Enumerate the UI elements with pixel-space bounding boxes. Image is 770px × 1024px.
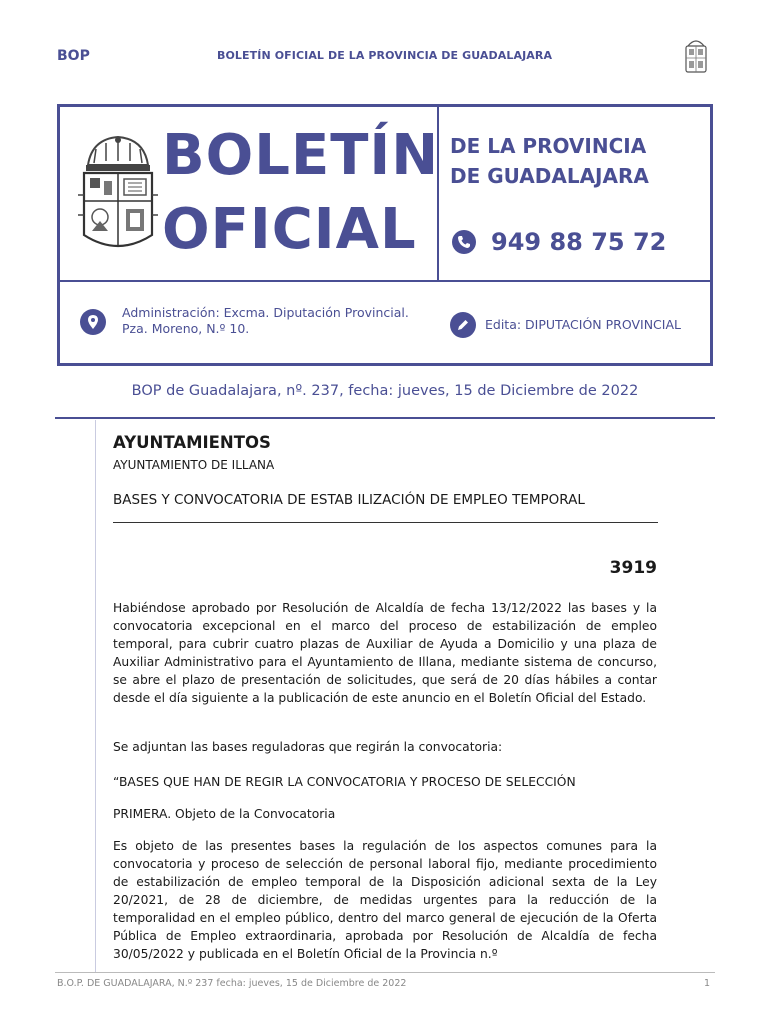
masthead-oficial: OFICIAL <box>162 197 417 262</box>
document-title: BASES Y CONVOCATORIA DE ESTAB ILIZACIÓN DE EMPLEO TEMPORAL <box>113 492 585 508</box>
paragraph: Habiéndose aprobado por Resolución de Alcaldía de fecha 13/12/2022 las bases y la convocatoria excepcional en el marco del proceso de estabilización de empleo temporal, para cubrir cuatro plazas de Auxiliar de Ayuda a Domicilio y una plaza de Auxiliar Administrativo para el Ayuntamiento de Illana, mediante sistema de concurso, se abre el plazo de presentación de solicitudes, que será de 20 días hábiles a contar desde el día siguiente a la publicación de este anuncio en el Boletín Oficial del Estado. <box>113 601 657 705</box>
address-line1: Administración: Excma. Diputación Provincial. <box>122 305 409 320</box>
masthead-provincia-line1: DE LA PROVINCIA <box>450 134 647 158</box>
coat-of-arms-icon <box>683 36 709 74</box>
paragraph: PRIMERA. Objeto de la Convocatoria <box>113 807 336 821</box>
masthead <box>57 104 713 366</box>
edita-text: Edita: DIPUTACIÓN PROVINCIAL <box>485 317 681 332</box>
footer-text: B.O.P. DE GUADALAJARA, N.º 237 fecha: jueves, 15 de Diciembre de 2022 <box>57 978 407 989</box>
coat-of-arms-icon <box>78 135 158 257</box>
phone-number: 949 88 75 72 <box>491 228 667 256</box>
phone-block <box>452 227 666 257</box>
announcement-number: 3919 <box>609 558 657 578</box>
divider <box>55 417 715 419</box>
masthead-boletin: BOLETÍN <box>162 123 440 188</box>
margin-rule <box>95 420 96 972</box>
phone-icon <box>452 230 476 254</box>
subsection-heading: AYUNTAMIENTO DE ILLANA <box>113 458 275 472</box>
footer-divider <box>55 972 715 973</box>
paragraph: “BASES QUE HAN DE REGIR LA CONVOCATORIA Y PROCESO DE SELECCIÓN <box>113 775 576 789</box>
section-heading: AYUNTAMIENTOS <box>113 433 271 452</box>
bop-label: BOP <box>57 48 90 64</box>
header-title: BOLETÍN OFICIAL DE LA PROVINCIA DE GUADALAJARA <box>217 49 553 62</box>
address-block <box>122 305 409 337</box>
masthead-provincia-line2: DE GUADALAJARA <box>450 164 649 188</box>
address-line2: Pza. Moreno, N.º 10. <box>122 321 250 336</box>
divider <box>113 522 658 523</box>
paragraph: Se adjuntan las bases reguladoras que regirán la convocatoria: <box>113 740 503 754</box>
location-pin-icon <box>80 309 106 335</box>
paragraph: Es objeto de las presentes bases la regulación de los aspectos comunes para la convocatoria y proceso de selección de personal laboral fijo, mediante procedimiento de estabilización de empleo temporal de la Disposición adicional sexta de la Ley 20/2021, de 28 de diciembre, de medidas urgentes para la reducción de la temporalidad en el empleo público, dentro del marco general de ejecución de la Oferta Pública de Empleo extraordinaria, aprobada por Resolución de Alcaldía de fecha 30/05/2022 y publicada en el Boletín Oficial de la Provincia n.º <box>113 839 657 961</box>
pencil-icon <box>450 312 476 338</box>
page-number: 1 <box>704 978 711 989</box>
masthead-divider <box>60 280 710 282</box>
page-header <box>57 45 712 77</box>
issue-line: BOP de Guadalajara, nº. 237, fecha: jueves, 15 de Diciembre de 2022 <box>131 383 639 399</box>
